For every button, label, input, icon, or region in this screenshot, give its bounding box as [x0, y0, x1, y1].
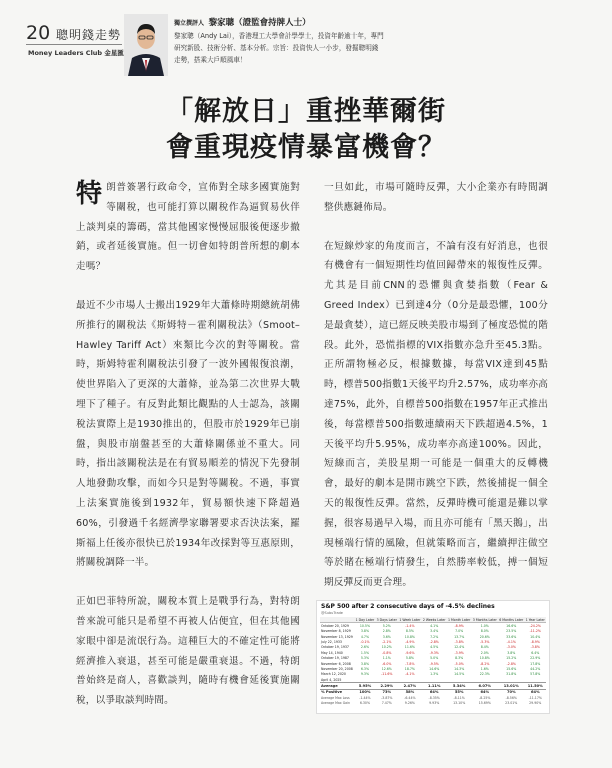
table-cell: 8.0% — [480, 629, 489, 634]
table-cell: 4.5% — [430, 645, 439, 650]
table-cell: 100% — [354, 689, 375, 695]
table-cell: -5.0% — [454, 661, 464, 666]
paragraph-2: 最近不少市場人士搬出1929年大蕭條時期總統胡佛所推行的關稅法《斯姆特－霍利關稅法》（Smoot–Hawley Tariff Act）來類比今次的對等關稅。當時，斯姆特霍利關稅法引發了一波外國報復浪潮，使世界陷入了更深的大蕭條，並為第二次世界大戰埋下了種子。有反對此類比觀點的人士認為，該關稅法實際上是1930推出的，但股市於1929年已崩盤，與股市崩盤甚至的大蕭條關係並不重大。同時，指出該關稅法是在有貿易順差的情況下先發制人地發動攻擊，而如今只是對等關稅。不過，事實上法案實施後到1932年，貿易額快速下降超過60%，引發過千名經濟學家聯署要求否決法案，羅斯福上任後亦很快已於1934年改採對等互惠原則，將關稅調降一半。 — [76, 299, 300, 569]
table-row-label: Average Max Loss — [321, 695, 350, 700]
table-cell: 5.3% — [360, 656, 369, 661]
headline-line2: 會重現疫情暴富機會？ — [166, 132, 446, 163]
table-cell: 10.4% — [530, 634, 541, 639]
table-cell: -4.1% — [506, 640, 516, 644]
table-cell: -3.0% — [506, 645, 516, 650]
table-cell: -6.0% — [382, 661, 392, 666]
table-cell: 3.8% — [360, 629, 369, 634]
table-row-label: May 14, 1940 — [321, 650, 343, 655]
header-rule — [26, 44, 122, 45]
table-cell: 8.3% — [455, 656, 464, 661]
table-cell: 5.95% — [354, 683, 375, 689]
table-cell: 20.6% — [479, 634, 490, 639]
table-subtitle: @SubuTrade — [321, 611, 343, 615]
table-cell: 1.0% — [480, 623, 489, 628]
table-cell: -1.4% — [405, 623, 415, 628]
table-header-cell: 3 Months Later — [472, 617, 497, 622]
table-cell: 4.7% — [360, 634, 369, 639]
table-header-cell: 1 Year Later — [525, 617, 545, 622]
paragraph-4: 一旦如此，市場可隨時反彈，大小企業亦有時間調整供應鏈佈局。 — [324, 182, 548, 213]
table-row — [320, 700, 546, 705]
paragraph-5: 在短線炒家的角度而言，不論有沒有好消息，也很有機會有一個短期性均值回歸帶來的報復性反彈。尤其是目前CNN的恐懼與貪婪指數（Fear & Greed Index）已到達4分（0分是最恐懼，100分是最貪婪），這已經反映美股市場到了極度恐慌的階段。此外，恐慌指標的VIX指數亦急升至45.3點。正所謂物極必反，根據數據，每當VIX達到45點時，標普500指數1天後平均升2.57%，成功率亦高達75%，此外，自標普500指數在1957年正式推出後，每當標普500指數連續兩天下跌超過4.5%，1天後平均升5.95%，成功率亦高達100%。因此，短線而言，美股星期一可能是一個重大的反轉機會，最好的劇本是開市跳空下跌，然後捕捉一個全天的報復性反彈。當然，反彈時機可能還是難以掌握，很容易過早入場，而且亦可能有「黑天鵝」，出現極端行情的風險，但就策略而言，繼續押注做空等於賭在極端行情發生，自然勝率較低，搏一個短期反彈反而更合理。 — [324, 240, 548, 589]
table-header-cell: 6 Months Later — [499, 617, 524, 622]
table-cell: 70% — [498, 689, 524, 695]
table-cell: -2.1% — [382, 640, 392, 644]
table-body — [320, 623, 546, 706]
table-cell: 8.4% — [480, 645, 489, 650]
table-cell: 23.5% — [506, 629, 517, 634]
article-headline — [0, 94, 612, 166]
table-cell: 3.8% — [360, 661, 369, 666]
table-cell: -8.9% — [454, 623, 464, 628]
table-cell: 6.4% — [531, 650, 540, 655]
table-cell: 44.2% — [530, 666, 541, 671]
table-cell: 10.2% — [381, 645, 392, 650]
table-cell: 5.0% — [430, 656, 439, 661]
table-title: S&P 500 after 2 consecutive days of -4.5% declines — [321, 603, 495, 610]
author-portrait-icon — [124, 14, 168, 76]
table-cell: 55% — [447, 689, 472, 695]
table-cell: 33.6% — [506, 634, 517, 639]
table-row-label: October 20, 1929 — [321, 623, 349, 628]
table-cell: 1.5% — [360, 650, 369, 655]
table-cell: -5.3% — [480, 640, 490, 644]
table-cell: 13.01% — [498, 683, 524, 689]
table-cell: -3.87% — [381, 695, 393, 700]
table-cell: 7.2% — [430, 634, 439, 639]
author-name: 黎家聰（證監會持牌人士） — [208, 18, 311, 28]
table-cell: 11.50% — [524, 683, 546, 689]
table-cell: -8.35% — [428, 695, 440, 700]
table-cell: 13.10% — [453, 701, 466, 706]
table-cell: 12.6% — [381, 666, 392, 671]
paragraph-1-text: 朗普簽署行政命令，宣佈對全球多國實施對等關稅，也可能打算以關稅作為逼貿易伙伴上談判桌的籌碼，當其他國家慢慢屈服後便逐步撤銷，或者延後實施。但一切會如特朗普所想的劇本走嗎？ — [76, 182, 300, 273]
table-cell: 10.8% — [479, 656, 490, 661]
table-cell: -8.25% — [479, 695, 491, 700]
table-cell: -7.8% — [405, 661, 415, 666]
sp500-table — [320, 617, 546, 706]
table-header-cell: 2 Weeks Later — [422, 617, 446, 622]
table-cell: -3.8% — [530, 645, 540, 650]
table-cell: 14.6% — [429, 666, 440, 671]
table-row-label: April 4, 2025 — [321, 677, 342, 682]
table-cell: 64% — [524, 689, 546, 695]
author-photo — [124, 14, 168, 76]
table-cell: -0.1% — [360, 640, 370, 644]
table-cell: 13.7% — [454, 634, 465, 639]
table-row-label: % Positive — [320, 689, 354, 695]
article-column-left — [76, 178, 300, 730]
table-cell: 11.6% — [404, 645, 415, 650]
table-cell: 2.0% — [480, 650, 489, 655]
table-cell: 10.5% — [359, 623, 370, 628]
table-cell: 31.8% — [506, 672, 517, 677]
table-cell: 10.8% — [404, 634, 415, 639]
section-title: 聰明錢走勢 — [56, 28, 122, 42]
drop-cap: 特 — [76, 179, 103, 209]
table-cell: 5.2% — [382, 623, 391, 628]
table-cell: 4.1% — [430, 623, 439, 628]
table-cell: 9.3% — [360, 672, 369, 677]
table-cell: -2.8% — [429, 640, 439, 644]
table-cell: -3.9% — [454, 650, 464, 655]
table-cell: 3.8% — [507, 650, 516, 655]
table-cell: 58% — [398, 689, 421, 695]
table-cell: 15.69% — [478, 701, 491, 706]
table-cell: 18.7% — [404, 666, 415, 671]
table-cell: 2.6% — [360, 645, 369, 650]
paragraph-1 — [76, 178, 300, 277]
table-cell: 29.90% — [529, 701, 542, 706]
club-name: Money Leaders Club 金星匯 — [28, 49, 124, 57]
table-cell: 1.11% — [422, 683, 447, 689]
table-cell: 1.6% — [480, 666, 489, 671]
table-cell: 15.2% — [506, 656, 517, 661]
author-bio: 黎家聰（Andy Lai），香港理工大學會計學學士，投資年齡逾十年，專門研究新股、技術分析、基本分析。宗旨：投資快人一小步，發掘聰明錢走勢，搭乘大戶順風車！ — [174, 32, 384, 64]
table-row-label: October 19, 1987 — [321, 656, 349, 661]
table-cell: -3.8% — [454, 640, 464, 644]
table-cell: 15.6% — [506, 666, 517, 671]
table-cell: -8.9% — [530, 640, 540, 644]
table-row-label: October 19, 1937 — [321, 645, 349, 650]
table-cell: 12.4% — [454, 645, 465, 650]
table-header-cell: 1 Week Later — [399, 617, 421, 622]
table-cell: 16.6% — [506, 623, 517, 628]
table-cell: 3.4% — [430, 629, 439, 634]
table-cell: -4.9% — [405, 640, 415, 644]
table-cell: 22.9% — [530, 656, 541, 661]
table-cell: 1.1% — [382, 656, 391, 661]
table-cell: 2.47% — [398, 683, 421, 689]
headline-line1: 「解放日」重挫華爾街 — [166, 96, 446, 127]
table-cell: 64% — [472, 689, 498, 695]
table-header-cell: 1 Month Later — [448, 617, 471, 622]
table-cell: -0.8% — [382, 650, 392, 655]
table-cell: -24.2% — [529, 623, 541, 628]
table-cell: 73% — [375, 689, 398, 695]
table-cell: 7.0% — [455, 629, 464, 634]
table-row-label: November 6, 2008 — [321, 661, 351, 666]
paragraph-3: 正如巴菲特所說，關稅本質上是戰爭行為，對特朗普來說可能只是希望不再被人佔便宜，但在其他國家眼中卻是流氓行為。這種巨大的不確定性可能將經濟推入衰退，甚至可能是嚴重衰退。不過，特朗普始終是商人，喜歡談判，隨時有機會延後實施關稅，以爭取談判時間。 — [76, 596, 300, 707]
table-cell: -11.17% — [528, 695, 542, 700]
page-number: 20 — [26, 22, 51, 44]
table-cell: 22.3% — [479, 672, 490, 677]
table-cell: 57.8% — [530, 672, 541, 677]
table-cell: -11.6% — [381, 672, 393, 677]
table-cell: 64% — [422, 689, 447, 695]
table-cell: -9.5% — [429, 661, 439, 666]
table-cell: 3.6% — [382, 634, 391, 639]
table-cell: 17.8% — [530, 661, 541, 666]
table-cell: 8.5% — [405, 629, 414, 634]
table-cell: 2.8% — [382, 629, 391, 634]
table-row-label: November 13, 1929 — [321, 634, 353, 639]
table-cell: 23.01% — [505, 701, 518, 706]
sp500-table-figure — [316, 600, 550, 714]
table-cell: -1.44% — [359, 695, 371, 700]
article-column-right — [324, 178, 548, 612]
table-cell: 1.3% — [430, 672, 439, 677]
table-cell: 5.8% — [405, 656, 414, 661]
table-cell: 7.47% — [381, 701, 392, 706]
table-row-label: November 20, 2008 — [321, 666, 353, 671]
table-cell: -8.11% — [453, 695, 465, 700]
table-cell: -4.1% — [405, 672, 415, 677]
author-heading — [174, 16, 311, 28]
table-row-label: March 12, 2020 — [321, 672, 346, 677]
table-cell: 14.3% — [454, 666, 465, 671]
table-cell: 6.3% — [360, 666, 369, 671]
table-cell: -9.6% — [405, 650, 415, 655]
table-cell: -9.3% — [429, 650, 439, 655]
table-cell: 9.26% — [404, 701, 415, 706]
table-row-label: November 8, 1929 — [321, 629, 351, 634]
table-row-label: Average Max Gain — [321, 701, 351, 706]
table-cell: 14.5% — [454, 672, 465, 677]
table-cell: -2.8% — [506, 661, 516, 666]
author-label: 獨立撰評人 — [174, 20, 205, 27]
table-cell: 2.29% — [375, 683, 398, 689]
table-header-cell: 3 Days Later — [376, 617, 397, 622]
table-cell: -8.2% — [480, 661, 490, 666]
table-cell: -11.2% — [529, 629, 541, 634]
table-cell: -8.56% — [505, 695, 517, 700]
table-cell: 5.34% — [447, 683, 472, 689]
table-cell: -6.44% — [404, 695, 416, 700]
page-header — [0, 0, 612, 82]
table-cell: 6.30% — [359, 701, 370, 706]
table-header-cell: 1 Day Later — [355, 617, 375, 622]
table-cell: 9.93% — [429, 701, 440, 706]
table-cell: 6.07% — [472, 683, 498, 689]
table-row-label: Average — [320, 683, 354, 689]
table-row-label: July 22, 1933 — [321, 640, 342, 644]
